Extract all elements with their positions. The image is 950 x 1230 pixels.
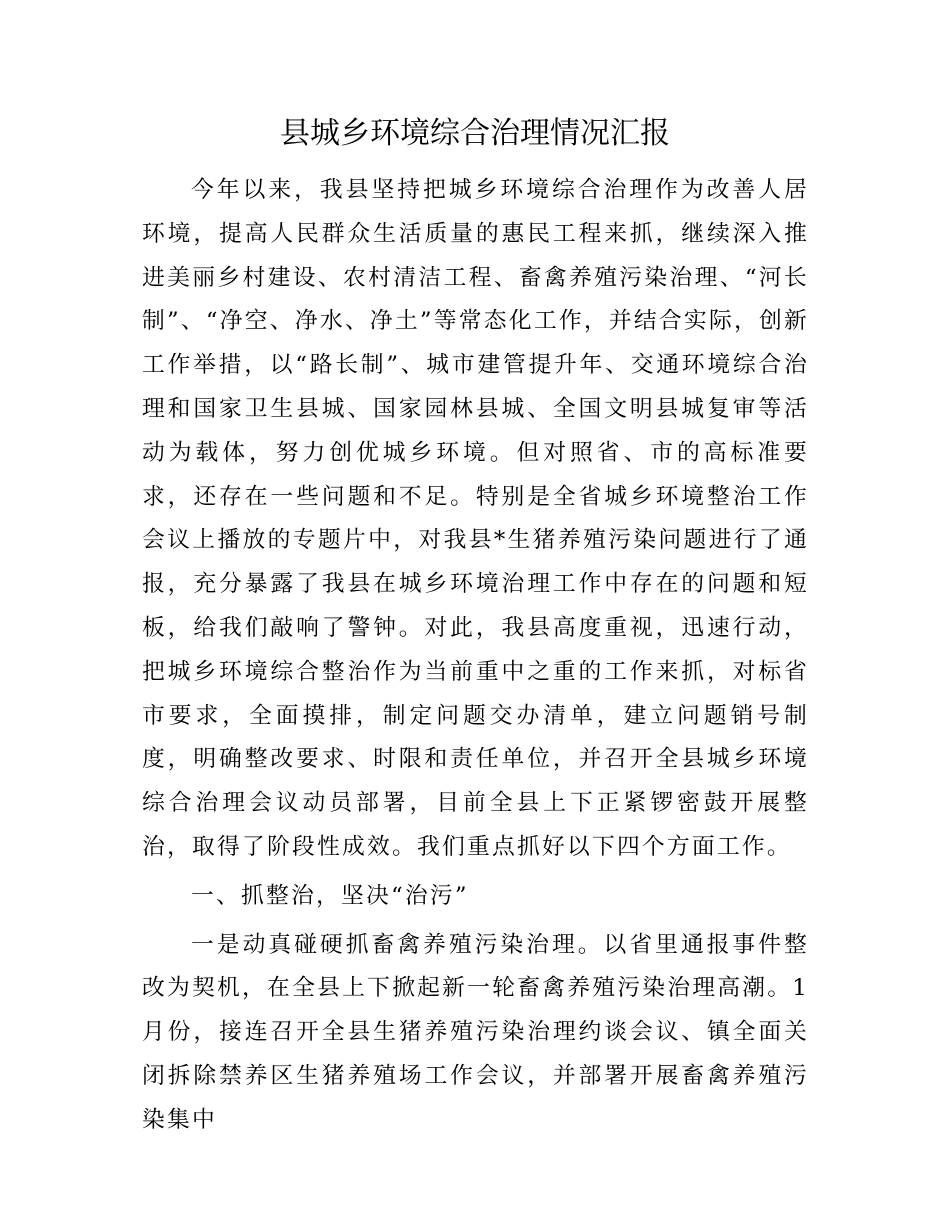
intro-paragraph: 今年以来，我县坚持把城乡环境综合治理作为改善人居环境，提高人民群众生活质量的惠民工程来抓，继续深入推进美丽乡村建设、农村清洁工程、畜禽养殖污染治理、“河长制”、“净空、净水、净土”等常态化工作，并结合实际，创新工作举措，以“路长制”、城市建管提升年、交通环境综合治理和国家卫生县城、国家园林县城、全国文明县城复审等活动为载体，努力创优城乡环境。但对照省、市的高标准要求，还存在一些问题和不足。特别是全省城乡环境整治工作会议上播放的专题片中，对我县*生猪养殖污染问题进行了通报，充分暴露了我县在城乡环境治理工作中存在的问题和短板，给我们敲响了警钟。对此，我县高度重视，迅速行动，把城乡环境综合整治作为当前重中之重的工作来抓，对标省市要求，全面摸排，制定问题交办清单，建立问题销号制度，明确整改要求、时限和责任单位，并召开全县城乡环境综合治理会议动员部署，目前全县上下正紧锣密鼓开展整治，取得了阶段性成效。我们重点抓好以下四个方面工作。 bbox=[142, 177, 809, 860]
section-heading: 一、抓整治，坚决“治污” bbox=[191, 882, 469, 909]
section-paragraph: 一是动真碰硬抓畜禽养殖污染治理。以省里通报事件整改为契机，在全县上下掀起新一轮畜禽养殖污染治理高潮。1月份，接连召开全县生猪养殖污染治理约谈会议、镇全面关闭拆除禁养区生猪养殖场工作会议，并部署开展畜禽养殖污染集中 bbox=[142, 931, 809, 1133]
document-title: 县城乡环境综合治理情况汇报 bbox=[280, 116, 670, 151]
document-body bbox=[142, 169, 809, 1143]
